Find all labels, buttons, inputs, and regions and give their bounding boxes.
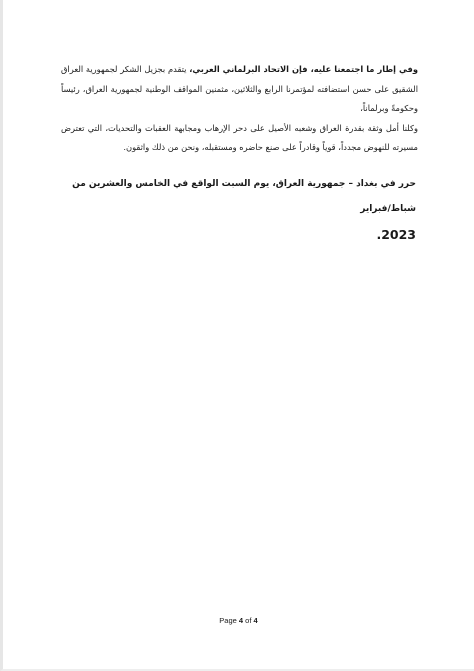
paragraph-2: وكلنا أمل وثقة بقدرة العراق وشعبه الأصيل على دحر الإرهاب ومجابهة العقبات والتحديات، التي تعترض مسيرته للنهوض مجدداً، قوياً وقادراً على صنع حاضره ومستقبله، ونحن من ذلك واثقون. [61, 122, 418, 152]
closing-statement [61, 172, 416, 247]
page-label: Page [219, 616, 239, 625]
page-footer [3, 616, 474, 625]
current-page-number: 4 [238, 616, 244, 625]
body-text [61, 60, 418, 158]
total-page-number: 4 [253, 616, 258, 625]
paragraph-1 [61, 60, 418, 119]
paragraph-1-lead: وفي إطار ما اجتمعنا عليه، فإن الاتحاد البرلماني العربي، [189, 64, 418, 74]
paragraph-1-rest: يتقدم بجزيل الشكر لجمهورية العراق الشقيق على حسن استضافته لمؤتمرنا الرابع والثلاثين، مثمنين المواقف الوطنية لجمهورية العراق، رئيساً وحكومةً وبرلماناً، [61, 64, 418, 113]
closing-year: 2023. [376, 227, 416, 242]
page-of-label: of [243, 616, 254, 625]
closing-line: حرر في بغداد – جمهورية العراق، يوم السبت الواقع في الخامس والعشرين من شباط/فبراير [72, 179, 416, 214]
